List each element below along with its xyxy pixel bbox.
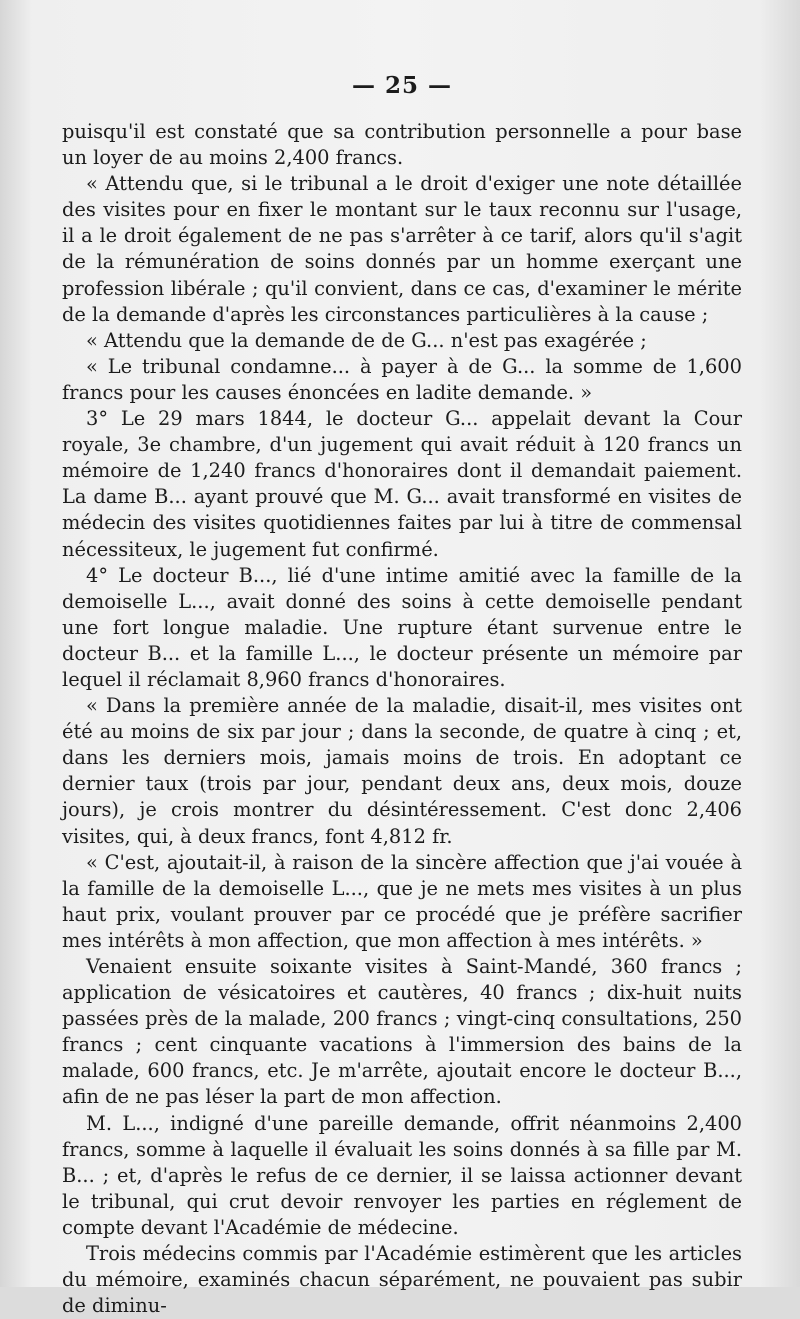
paragraph-9: Venaient ensuite soixante visites à Saint-Mandé, 360 francs ; application de vésicatoires et cautères, 40 francs ; dix-huit nuits passées près de la malade, 200 francs ; vingt-cinq consultations, 250 francs ; cent cinquante vacations à l'immersion des bains de la malade, 600 francs, etc. Je m'arrête, ajoutait encore le docteur B..., afin de ne pas léser la part de mon affection.: [62, 955, 742, 1109]
paragraph-3: « Attendu que la demande de de G... n'est pas exagérée ;: [86, 328, 647, 352]
paragraph-7: « Dans la première année de la maladie, disait-il, mes visites ont été au moins de six par jour ; dans la seconde, de quatre à cinq ; et, dans les derniers mois, jamais moins de trois. En adoptant ce dernier taux (trois par jour, pendant deux ans, deux mois, douze jours), je crois montrer du désintéressement. C'est donc 2,406 visites, qui, à deux francs, font 4,812 fr.: [62, 694, 742, 848]
body-text: [62, 119, 742, 1319]
page-number: — 25 —: [351, 72, 453, 99]
paragraph-1: puisqu'il est constaté que sa contribution personnelle a pour base un loyer de au moins 2,400 francs.: [62, 120, 742, 170]
paragraph-10: M. L..., indigné d'une pareille demande, offrit néanmoins 2,400 francs, somme à laquelle il évaluait les soins donnés à sa fille par M. B... ; et, d'après le refus de ce dernier, il se laissa actionner devant le tribunal, qui crut devoir renvoyer les parties en réglement de compte devant l'Académie de médecine.: [62, 1111, 742, 1239]
paragraph-8: « C'est, ajoutait-il, à raison de la sincère affection que j'ai vouée à la famille de la demoiselle L..., que je ne mets mes visites à un plus haut prix, voulant prouver par ce procédé que je préfère sacrifier mes intérêts à mon affection, que mon affection à mes intérêts. »: [62, 850, 742, 952]
paragraph-6: 4° Le docteur B..., lié d'une intime amitié avec la famille de la demoiselle L..., avait donné des soins à cette demoiselle pendant une fort longue maladie. Une rupture étant survenue entre le docteur B... et la famille L..., le docteur présente un mémoire par lequel il réclamait 8,960 francs d'honoraires.: [62, 563, 742, 691]
paragraph-5: 3° Le 29 mars 1844, le docteur G... appelait devant la Cour royale, 3e chambre, d'un jugement qui avait réduit à 120 francs un mémoire de 1,240 francs d'honoraires dont il demandait paiement. La dame B... ayant prouvé que M. G... avait transformé en visites de médecin des visites quotidiennes faites par lui à titre de commensal nécessiteux, le jugement fut confirmé.: [62, 407, 742, 561]
paragraph-2: « Attendu que, si le tribunal a le droit d'exiger une note détaillée des visites pour en fixer le montant sur le taux reconnu sur l'usage, il a le droit également de ne pas s'arrêter à ce tarif, alors qu'il s'agit de la rémunération de soins donnés par un homme exerçant une profession libérale ; qu'il convient, dans ce cas, d'examiner le mérite de la demande d'après les circonstances particulières à la cause ;: [62, 172, 742, 326]
paragraph-4: « Le tribunal condamne... à payer à de G... la somme de 1,600 francs pour les causes énoncées en ladite demande. »: [62, 354, 742, 404]
paragraph-11: Trois médecins commis par l'Académie estimèrent que les articles du mémoire, examinés chacun séparément, ne pouvaient pas subir de diminu-: [62, 1242, 742, 1318]
